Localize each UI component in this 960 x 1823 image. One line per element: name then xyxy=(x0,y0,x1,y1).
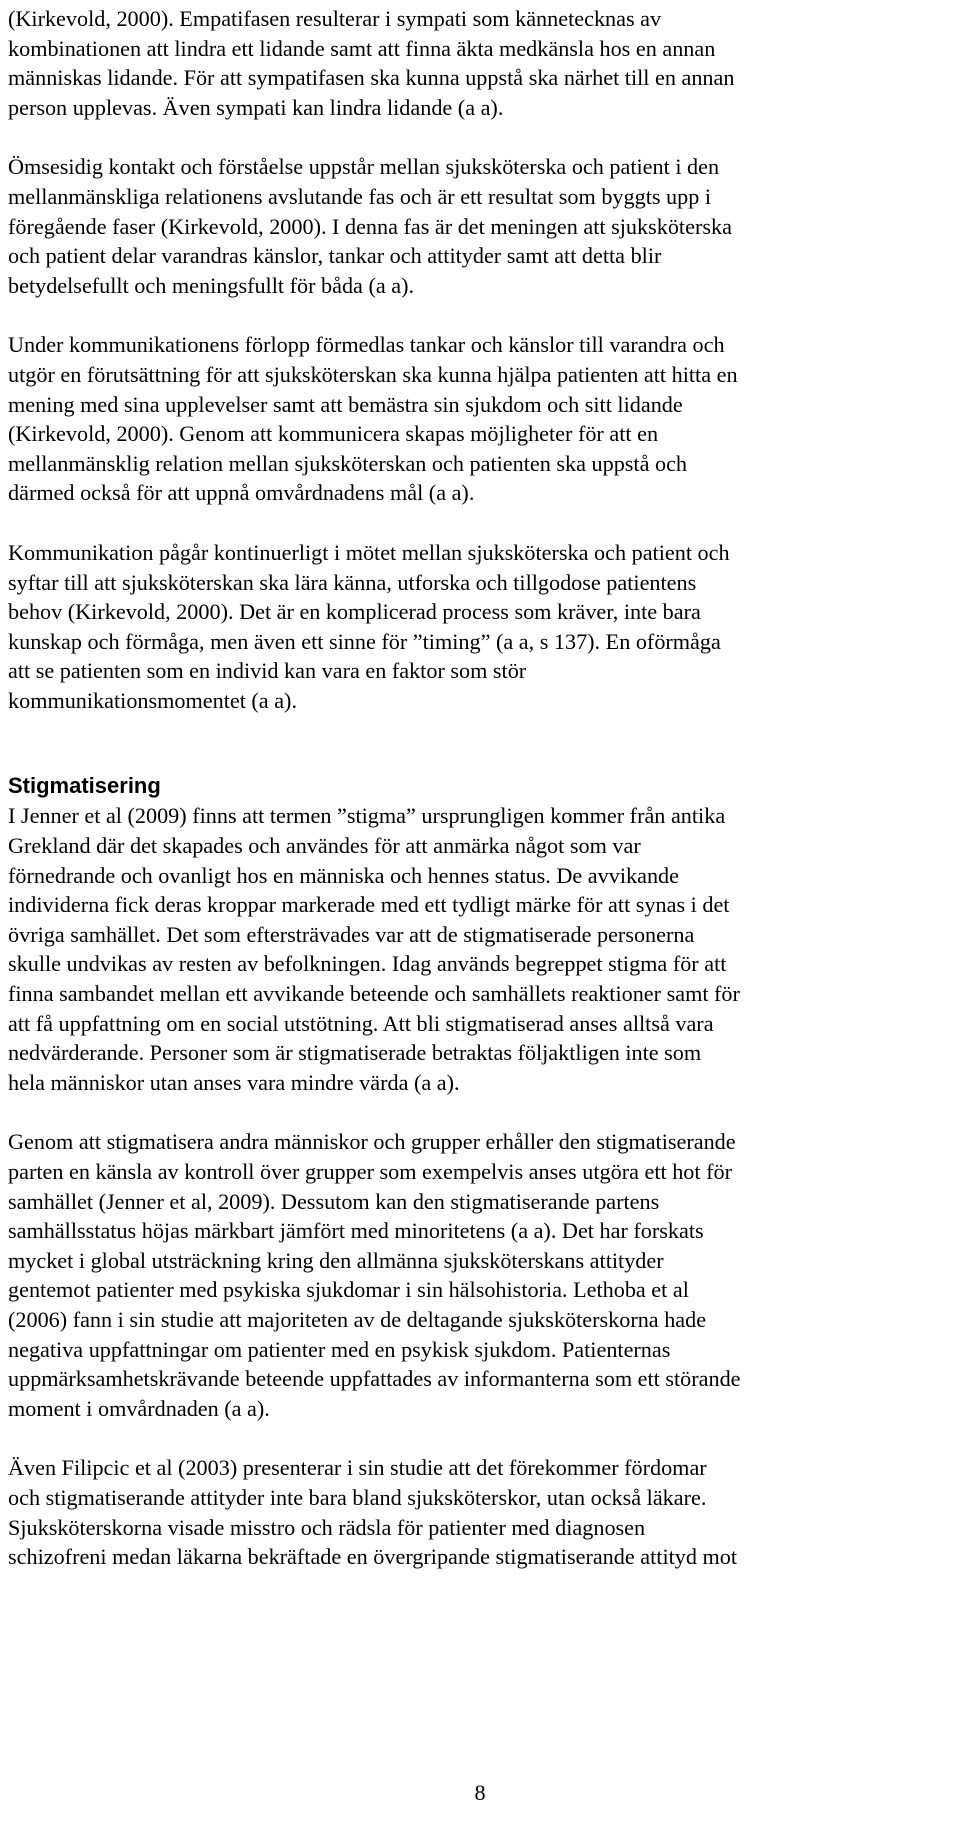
paragraph-mutual-contact: Ömsesidig kontakt och förståelse uppstår mellan sjuksköterska och patient i den mellanmänskliga relationens avslutande fas och är ett resultat som byggts upp i föregående faser (Kirkevold, 2000). I denna fas är det meningen att sjuksköterska och patient delar varandras känslor, tankar och attityder samt att detta blir betydelsefullt och meningsfullt för båda (a a). xyxy=(8,154,732,298)
page-number: 8 xyxy=(474,1780,486,1805)
paragraph-filipcic: Även Filipcic et al (2003) presenterar i sin studie att det förekommer fördomar och stigmatiserande attityder inte bara bland sjuksköterskor, utan också läkare. Sjuksköterskorna visade misstro och rädsla för patienter med diagnosen schizofreni medan läkarna bekräftade en övergripande stigmatiserande attityd mot xyxy=(8,1455,738,1570)
paragraph-stigma-origin: I Jenner et al (2009) finns att termen ”stigma” ursprungligen kommer från antika Grekland där det skapades och användes för att anmärka något som var förnedrande och ovanligt hos en människa och hennes status. De avvikande individerna fick deras kroppar markerade med ett tydligt märke för att synas i det övriga samhället. Det som eftersträvades var att de stigmatiserade personerna skulle undvikas av resten av befolkningen. Idag används begreppet stigma för att finna sambandet mellan ett avvikande beteende och samhällets reaktioner samt för att få uppfattning om en social utstötning. Att bli stigmatiserad anses alltså vara nedvärderande. Personer som är stigmatiserade betraktas följaktligen inte som hela människor utan anses vara mindre värda (a a). xyxy=(8,803,740,1095)
paragraph-empathy-phase: (Kirkevold, 2000). Empatifasen resulterar i sympati som kännetecknas av kombinationen att lindra ett lidande samt att finna äkta medkänsla hos en annan människas lidande. För att sympatifasen ska kunna uppstå ska närhet till en annan person upplevas. Även sympati kan lindra lidande (a a). xyxy=(8,6,735,120)
paragraph-communication: Kommunikation pågår kontinuerligt i mötet mellan sjuksköterska och patient och syftar till att sjuksköterskan ska lära känna, utforska och tillgodose patientens behov (Kirkevold, 2000). Det är en komplicerad process som kräver, inte bara kunskap och förmåga, men även ett sinne för ”timing” (a a, s 137). En oförmåga att se patienten som en individ kan vara en faktor som stör kommunikationsmomentet (a a). xyxy=(8,539,730,713)
section-heading: Stigmatisering xyxy=(8,773,161,799)
paragraph-communication-course: Under kommunikationens förlopp förmedlas tankar och känslor till varandra och utgör en förutsättning för att sjuksköterskan ska kunna hjälpa patienten att hitta en mening med sina upplevelser samt att bemästra sin sjukdom och sitt lidande (Kirkevold, 2000). Genom att kommunicera skapas möjligheter för att en mellanmänsklig relation mellan sjuksköterskan och patienten ska uppstå och därmed också för att uppnå omvårdnadens mål (a a). xyxy=(8,332,738,506)
document-page xyxy=(8,0,953,1572)
paragraph-stigmatizing-others: Genom att stigmatisera andra människor och grupper erhåller den stigmatiserande parten en känsla av kontroll över grupper som exempelvis anses utgöra ett hot för samhället (Jenner et al, 2009). Dessutom kan den stigmatiserande partens samhällsstatus höjas märkbart jämfört med minoritetens (a a). Det har forskats mycket i global utsträckning kring den allmänna sjuksköterskans attityder gentemot patienter med psykiska sjukdomar i sin hälsohistoria. Lethoba et al (2006) fann i sin studie att majoriteten av de deltagande sjuksköterskorna hade negativa uppfattningar om patienter med en psykisk sjukdom. Patienternas uppmärksamhetskrävande beteende uppfattades av informanterna som ett störande moment i omvårdnaden (a a). xyxy=(8,1129,741,1421)
